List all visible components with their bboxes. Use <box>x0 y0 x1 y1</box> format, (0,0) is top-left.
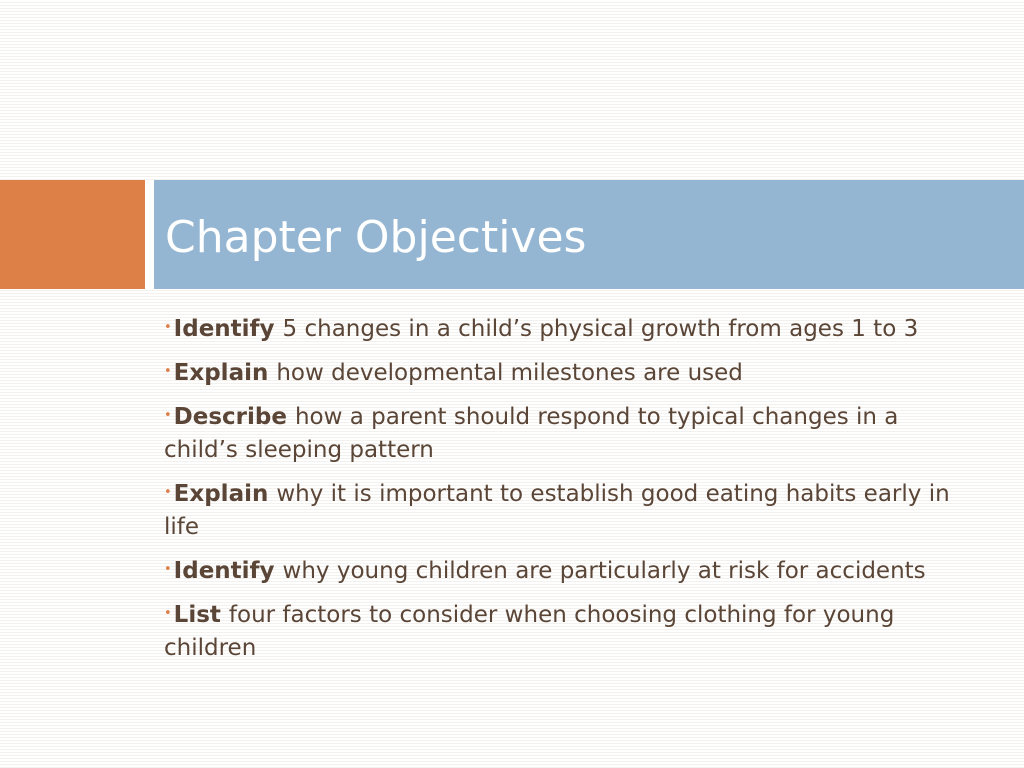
slide-title: Chapter Objectives <box>165 212 587 263</box>
objective-verb: Describe <box>173 404 287 430</box>
bullet-icon: • <box>164 606 172 621</box>
objective-verb: List <box>173 602 221 628</box>
objective-text: why young children are particularly at risk for accidents <box>282 558 926 584</box>
objective-item <box>164 553 954 588</box>
objectives-list <box>164 311 954 674</box>
objective-text: why it is important to establish good eating habits early in life <box>164 481 950 540</box>
accent-block <box>0 180 145 289</box>
bullet-icon: • <box>164 562 172 577</box>
objective-item <box>164 476 954 544</box>
objective-text: 5 changes in a child’s physical growth from ages 1 to 3 <box>282 316 919 342</box>
objective-text: four factors to consider when choosing clothing for young children <box>164 602 895 661</box>
bullet-icon: • <box>164 408 172 423</box>
objective-text: how developmental milestones are used <box>276 360 743 386</box>
bullet-icon: • <box>164 485 172 500</box>
bullet-icon: • <box>164 364 172 379</box>
objective-verb: Identify <box>173 316 275 342</box>
objective-text: how a parent should respond to typical changes in a child’s sleeping pattern <box>164 404 899 463</box>
objective-item <box>164 311 954 346</box>
objective-verb: Explain <box>173 360 269 386</box>
accent-divider <box>145 180 154 289</box>
objective-item <box>164 355 954 390</box>
bullet-icon: • <box>164 320 172 335</box>
objective-verb: Identify <box>173 558 275 584</box>
objective-item <box>164 597 954 665</box>
objective-verb: Explain <box>173 481 269 507</box>
objective-item <box>164 399 954 467</box>
